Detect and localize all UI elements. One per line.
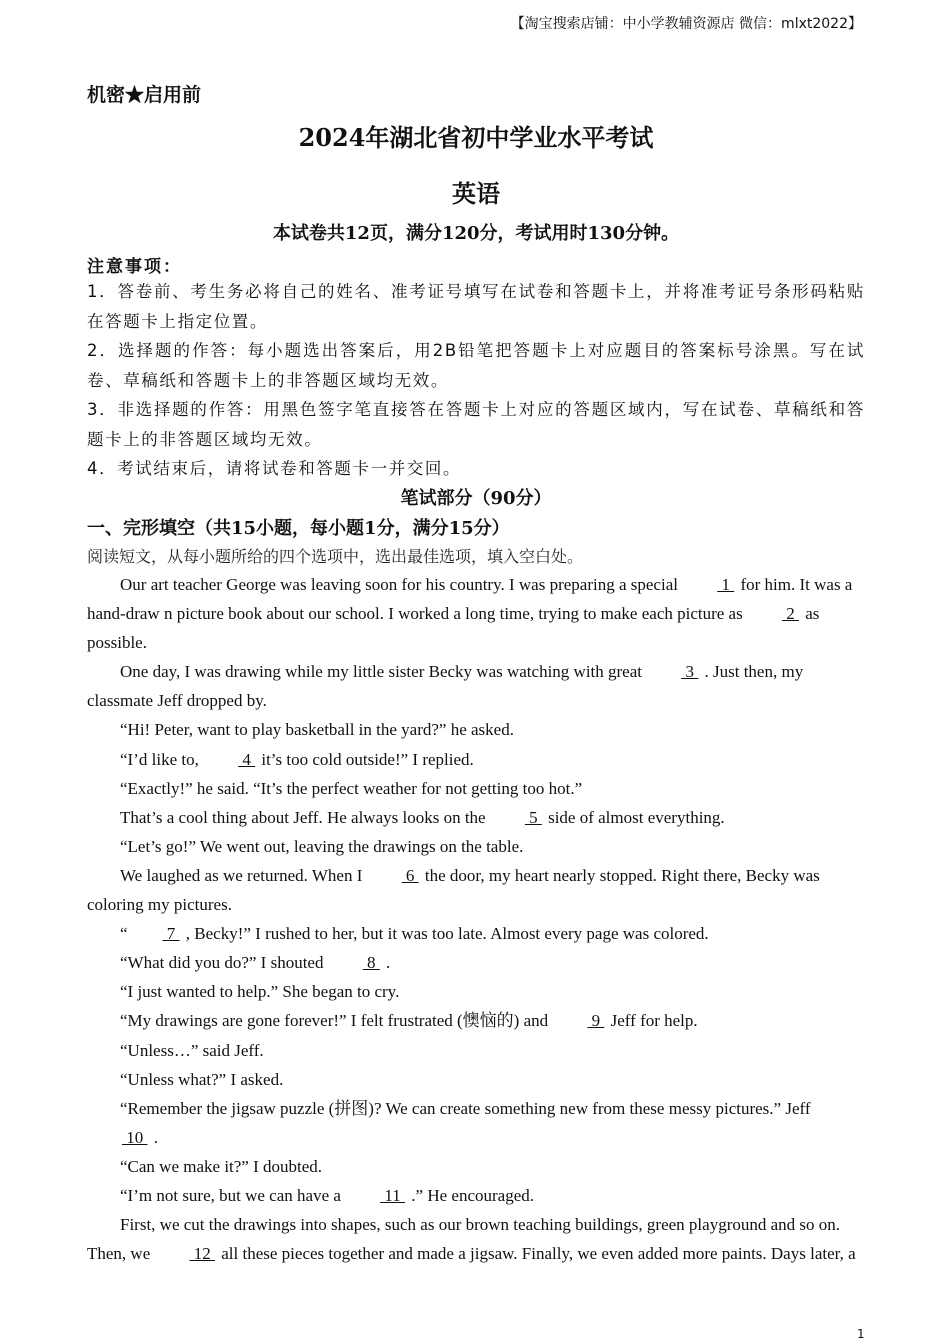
passage-text: That’s a cool thing about Jeff. He always looks on the [120, 807, 490, 827]
reading-passage [87, 570, 865, 1268]
passage-text: “Unless…” said Jeff. [120, 1040, 264, 1060]
exam-title: 2024年湖北省初中学业水平考试 [298, 123, 654, 152]
cloze-blank: 6 [401, 865, 419, 885]
passage-text: “Exactly!” he said. “It’s the perfect weather for not getting too hot.” [120, 778, 583, 798]
passage-text: it’s too cold outside!” I replied. [261, 749, 474, 769]
passage-paragraph [87, 1006, 865, 1035]
passage-paragraph [87, 1181, 865, 1210]
passage-paragraph [87, 977, 865, 1006]
cloze-blank: 3 [681, 662, 699, 682]
passage-text: as possible. [87, 604, 820, 653]
passage-paragraph [87, 1065, 865, 1094]
cloze-blank: 5 [524, 807, 542, 827]
passage-text: for him. It was a hand-draw n picture book about our school. I worked a long time, trying to make each picture as [87, 575, 853, 624]
notice-item: 2．选择题的作答：每小题选出答案后，用2B铅笔把答题卡上对应题目的答案标号涂黑。写在试卷、草稿纸和答题卡上的非答题区域均无效。 [87, 341, 865, 390]
cloze-blank: 8 [362, 953, 380, 973]
passage-paragraph [87, 861, 865, 919]
passage-paragraph [87, 570, 865, 657]
passage-text: “I’d like to, [120, 749, 204, 769]
passage-paragraph [87, 919, 865, 948]
notice-item: 1．答卷前、考生务必将自己的姓名、准考证号填写在试卷和答题卡上，并将准考证号条形码粘贴在答题卡上指定位置。 [87, 282, 865, 331]
passage-text: , Becky!” I rushed to her, but it was too late. Almost every page was colored. [185, 924, 709, 944]
cloze-blank: 2 [781, 604, 799, 624]
passage-text: side of almost everything. [548, 807, 725, 827]
passage-text: .” He encouraged. [411, 1185, 535, 1205]
passage-text: “My drawings are gone forever!” I felt frustrated (懊恼的) and [120, 1011, 553, 1031]
cloze-blank: 11 [380, 1185, 406, 1205]
cloze-blank: 4 [238, 749, 256, 769]
section-title: 笔试部分（90分） [400, 488, 552, 509]
passage-paragraph [87, 1036, 865, 1065]
passage-paragraph [87, 745, 865, 774]
passage-paragraph [87, 715, 865, 744]
notice-list [87, 277, 865, 484]
passage-text: “What did you do?” I shouted [120, 953, 328, 973]
passage-text: . [153, 1127, 158, 1147]
passage-text: . [385, 953, 391, 973]
passage-paragraph [87, 832, 865, 861]
cloze-blank: 12 [189, 1244, 216, 1264]
passage-text: . Just then, my classmate Jeff dropped by. [87, 662, 804, 711]
cloze-blank: 10 [122, 1127, 148, 1147]
notice-item: 4．考试结束后，请将试卷和答题卡一并交回。 [87, 459, 462, 478]
passage-text: “Hi! Peter, want to play basketball in the yard?” he asked. [120, 720, 514, 740]
passage-text: all these pieces together and made a jigsaw. Finally, we even added more paints. Days later, a [221, 1244, 856, 1264]
passage-paragraph [87, 1152, 865, 1181]
passage-text: “Let’s go!” We went out, leaving the drawings on the table. [120, 836, 524, 856]
passage-text: “Remember the jigsaw puzzle (拼图)? We can create something new from these messy pictures.” Jeff [120, 1098, 811, 1118]
notice-item: 3．非选择题的作答：用黑色签字笔直接答在答题卡上对应的答题区域内，写在试卷、草稿纸和答题卡上的非答题区域均无效。 [87, 400, 865, 449]
passage-paragraph [87, 774, 865, 803]
notice-title: 注意事项： [87, 257, 182, 277]
secret-label: 机密★启用前 [87, 84, 202, 106]
page-number: 1 [857, 1327, 865, 1341]
passage-text: First, we cut the drawings into shapes, such as our brown teaching buildings, green playground and so on. Then, we [87, 1215, 841, 1264]
passage-paragraph [87, 657, 865, 715]
passage-text: We laughed as we returned. When I [120, 865, 367, 885]
passage-paragraph [87, 803, 865, 832]
passage-text: “ [120, 924, 128, 944]
passage-text: the door, my heart nearly stopped. Right there, Becky was coloring my pictures. [87, 865, 820, 915]
cloze-blank: 7 [162, 924, 180, 944]
passage-paragraph [87, 1094, 865, 1152]
cloze-blank: 1 [717, 575, 735, 594]
passage-paragraph [87, 1210, 865, 1268]
subject-title: 英语 [452, 179, 500, 208]
cloze-blank: 9 [587, 1011, 605, 1031]
passage-text: “Can we make it?” I doubted. [120, 1156, 323, 1176]
passage-text: “I just wanted to help.” She began to cry. [120, 982, 400, 1002]
exam-info: 本试卷共12页，满分120分，考试用时130分钟。 [272, 223, 680, 244]
passage-text: Our art teacher George was leaving soon for his country. I was preparing a special [120, 575, 683, 594]
passage-text: Jeff for help. [610, 1011, 698, 1031]
part-instruction: 阅读短文，从每小题所给的四个选项中，选出最佳选项，填入空白处。 [87, 547, 584, 566]
passage-text: “I’m not sure, but we can have a [120, 1185, 346, 1205]
part-title: 一、完形填空（共15小题，每小题1分，满分15分） [87, 518, 510, 539]
passage-text: “Unless what?” I asked. [120, 1069, 284, 1089]
passage-text: One day, I was drawing while my little sister Becky was watching with great [120, 662, 647, 682]
header-note: 【淘宝搜索店铺：中小学教辅资源店 微信：mlxt2022】 [510, 16, 862, 32]
passage-paragraph [87, 948, 865, 977]
